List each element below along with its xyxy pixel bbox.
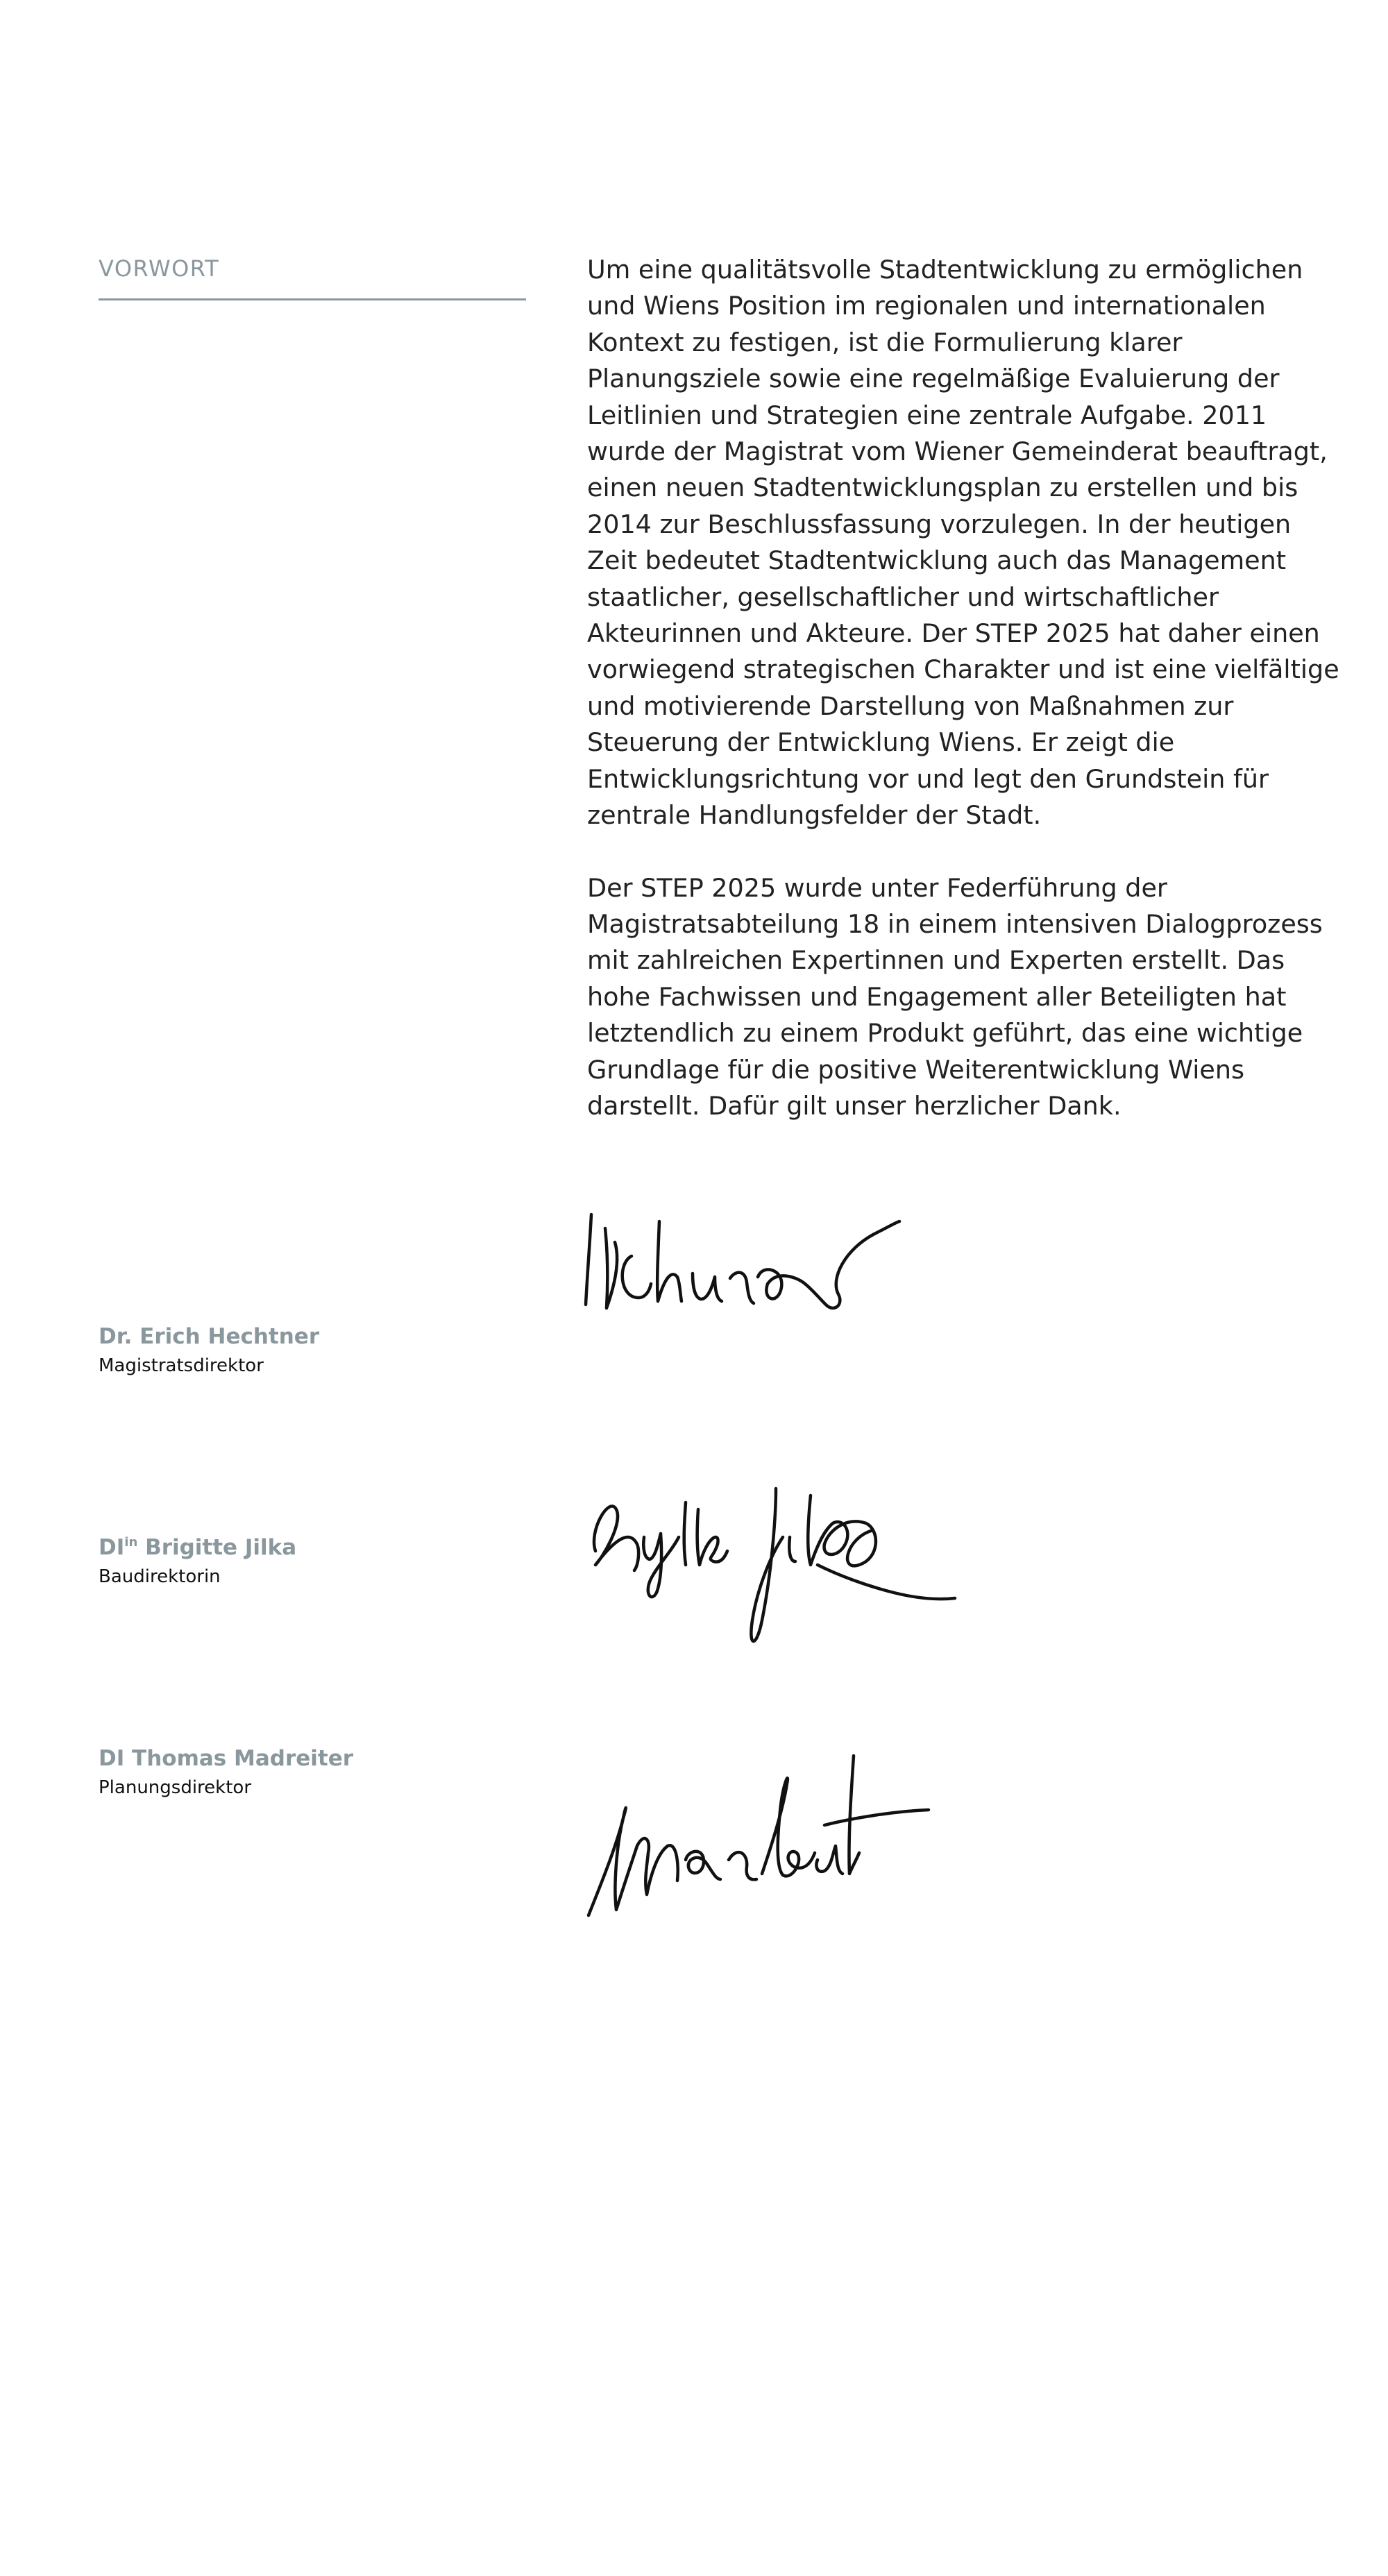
signature-madreiter xyxy=(575,1728,936,1936)
signature-hechtner xyxy=(576,1201,909,1360)
foreword-text xyxy=(587,252,1344,1124)
signatory-name-jilka xyxy=(99,1535,296,1560)
signatory-name-hechtner: Dr. Erich Hechtner xyxy=(99,1324,320,1349)
signatory-role-jilka: Baudirektorin xyxy=(99,1566,221,1587)
foreword-paragraph-2: Der STEP 2025 wurde unter Federführung der Magistratsabteilung 18 in einem intensiven Dialogprozess mit zahlreichen Expertinnen und Experten erstellt. Das hohe Fachwissen und Engagement aller Beteiligten hat letztendlich zu einem Produkt geführt, das eine wichtige Grundlage für die positive Weiterentwicklung Wiens darstellt. Dafür gilt unser herzlicher Dank. xyxy=(587,872,1323,1121)
signatory-name: Brigitte Jilka xyxy=(145,1535,297,1560)
signatory-title-superscript: in xyxy=(124,1535,138,1550)
section-heading: VORWORT xyxy=(99,255,220,282)
signatory-role-hechtner: Magistratsdirektor xyxy=(99,1355,264,1376)
signatory-title: DI xyxy=(99,1535,125,1560)
signature-jilka xyxy=(575,1454,963,1662)
section-divider xyxy=(99,298,526,300)
signatory-role-madreiter: Planungsdirektor xyxy=(99,1777,252,1798)
foreword-paragraph-1: Um eine qualitätsvolle Stadtentwicklung zu ermöglichen und Wiens Position im regionalen und internationalen Kontext zu festigen, ist die Formulierung klarer Planungsziele sowie eine regelmäßige Evaluierung der Leitlinien und Strategien eine zentrale Aufgabe. 2011 wurde der Magistrat vom Wiener Gemeinderat beauftragt, einen neuen Stadtentwicklungsplan zu erstellen und bis 2014 zur Beschlussfassung vorzulegen. In der heutigen Zeit bedeutet Stadtentwicklung auch das Management staatlicher, gesellschaftlicher und wirtschaftlicher Akteurinnen und Akteure. Der STEP 2025 hat daher einen vorwiegend strategischen Charakter und ist eine vielfältige und motivierende Darstellung von Maßnahmen zur Steuerung der Entwicklung Wiens. Er zeigt die Entwicklungsrichtung vor und legt den Grundstein für zentrale Handlungsfelder der Stadt. xyxy=(587,255,1339,831)
signatory-name-madreiter: DI Thomas Madreiter xyxy=(99,1746,354,1771)
